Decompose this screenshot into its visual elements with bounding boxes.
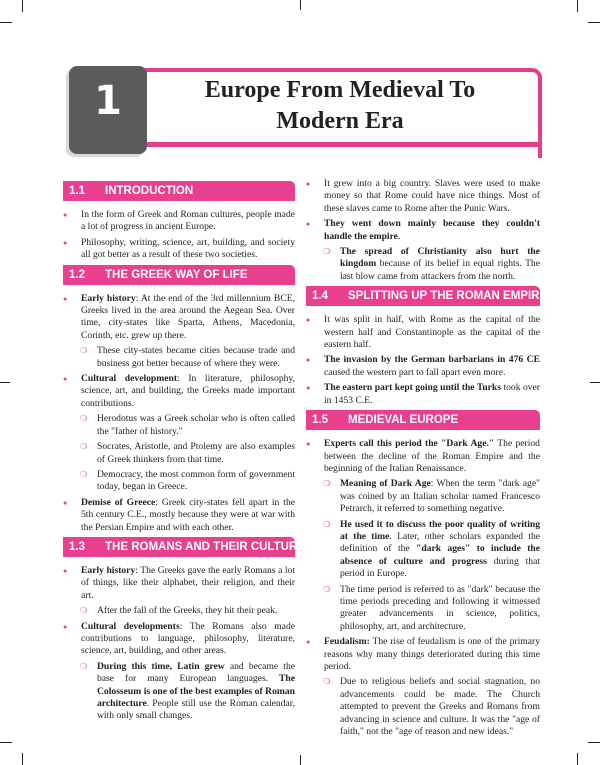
bullet-item — [306, 178, 540, 215]
sub-bullet-lead: The spread of Christianity also hurt the kingdom — [340, 246, 540, 270]
bullet-item — [306, 218, 540, 243]
sub-bullet-item — [63, 605, 295, 617]
sub-bullet-text: These city-states became cities because trade and business got better because of where they were. — [97, 345, 295, 369]
section-title: MEDIEVAL EUROPE — [348, 414, 459, 427]
crop-mark — [577, 0, 578, 12]
bullet-lead: The eastern part kept going until the Turks — [324, 382, 502, 394]
chapter-number: 1 — [94, 78, 122, 124]
sub-bullet-lead: During this time, Latin grew — [97, 660, 225, 672]
crop-mark — [588, 22, 600, 23]
sub-bullet-text: . Later, other scholars expanded the definition of the — [340, 530, 541, 555]
bullet-text: : The Greeks gave the early Romans a lot of things, like their alphabet, their religion, and their art. — [81, 564, 295, 601]
crop-mark — [577, 753, 578, 765]
sub-bullet-item — [63, 469, 295, 494]
bullet-lead: Cultural developments — [81, 620, 180, 632]
bullet-lead: Feudalism: — [324, 636, 370, 648]
sub-bullet-text: Socrates, Aristotle, and Ptolemy are also examples of Greek thinkers from that time. — [97, 441, 295, 465]
bullet-lead: They went down mainly because they couldn't handle the empire — [324, 218, 540, 242]
bullet-lead: Cultural development — [81, 373, 178, 385]
sub-bullet-item — [63, 413, 295, 438]
bullet-text: The period between the decline of the Roman Empire and the beginning of the Italian Renaissance. — [324, 438, 540, 474]
sub-bullet-item — [63, 441, 295, 466]
bullet-list — [63, 293, 295, 534]
sub-bullet-lead: Meaning of Dark Age — [340, 478, 431, 490]
sub-bullet-text: . People still use the Roman calendar, with only small changes. — [97, 698, 295, 722]
bullet-text: took over in 1453 C.E. — [324, 382, 540, 406]
section-heading-greek — [63, 265, 295, 285]
bullet-item — [306, 382, 540, 407]
bullet-text: In the form of Greek and Roman cultures, people made a lot of progress in ancient Europe. — [81, 209, 295, 233]
sub-bullet-item — [306, 478, 540, 515]
sub-bullet-item — [306, 246, 540, 283]
sub-bullet-text: : When the term "dark age" was coined by an Italian scholar named Francesco Petrarch, it referred to something negative. — [340, 478, 540, 515]
sub-bullet-item — [306, 676, 540, 738]
chapter-title-line2: Modern Era — [276, 108, 404, 134]
section-heading-introduction — [63, 181, 295, 201]
crop-mark — [0, 382, 10, 383]
crop-mark — [300, 755, 301, 765]
bullet-item — [63, 209, 295, 234]
bullet-item — [306, 636, 540, 673]
bullet-text: . — [397, 230, 401, 242]
bullet-lead: Experts call this period the "Dark Age." — [324, 438, 495, 450]
crop-mark — [22, 0, 23, 12]
bullet-lead: Early history — [81, 292, 136, 304]
sub-bullet-item — [306, 584, 540, 634]
crop-mark — [588, 742, 600, 743]
sub-bullet-text: Due to religious beliefs and social stagnation, no advancements could be made. The Church attempted to prevent the Greeks and Romans from advancing in science and culture. It was the "age of faith," not the "age of reason and new ideas." — [340, 676, 540, 738]
bullet-lead: Demise of Greece — [81, 496, 156, 508]
sub-bullet-text: and became the base for many European languages. — [97, 660, 296, 685]
bullet-text: : At the end of the 3rd millennium BCE, Greeks lived in the area around the Aegean Sea. Over time, city-states like Sparta, Athens, Macedonia, Corinth, etc. grew up there. — [81, 292, 295, 341]
chapter-title — [160, 75, 520, 137]
sub-bullet-lead: "dark ages" to include the absence of culture and progress — [340, 543, 540, 567]
section-title: THE GREEK WAY OF LIFE — [105, 268, 248, 281]
sub-bullet-item — [306, 519, 540, 581]
bullet-text: : Greek city-states fell apart in the 5th century C.E., mostly because they were at war with the Persian Empire and with each other. — [81, 496, 295, 533]
section-heading-medieval — [306, 410, 540, 430]
bullet-item — [63, 373, 295, 410]
sub-bullet-text: because of its belief in equal rights. The last blow came from attackers from the north. — [340, 258, 540, 282]
section-number: 1.2 — [69, 268, 85, 281]
bullet-list — [306, 314, 540, 407]
crop-mark — [0, 742, 12, 743]
crop-mark — [22, 753, 23, 765]
right-column — [306, 178, 548, 741]
title-underline — [146, 142, 542, 147]
chapter-number-box — [69, 66, 147, 154]
bullet-item — [63, 237, 295, 262]
crop-mark — [300, 0, 301, 10]
bullet-list — [306, 438, 540, 738]
bullet-item — [306, 438, 540, 475]
left-column — [63, 178, 305, 726]
bullet-text: It was split in half, with Rome as the capital of the western half and Constantinople as the capital of the eastern half. — [324, 314, 540, 351]
bullet-text: It grew into a big country. Slaves were used to make money so that Rome could have nice things. Most of these slaves came to Rome after the Punic Wars. — [324, 178, 540, 214]
sub-bullet-lead: He used it to discuss the poor quality of writing at the time — [340, 518, 540, 542]
section-heading-splitting — [306, 286, 548, 306]
section-heading-romans — [63, 537, 305, 557]
sub-bullet-text: Herodotus was a Greek scholar who is often called the "father of history." — [97, 413, 295, 437]
bullet-item — [306, 354, 540, 379]
bullet-list — [63, 565, 295, 723]
section-number: 1.4 — [312, 290, 328, 303]
bullet-list — [63, 209, 295, 262]
sub-bullet-text: during that period in Europe. — [340, 555, 540, 580]
sub-bullet-item — [63, 345, 295, 370]
sub-bullet-text: After the fall of the Greeks, they hit their peak. — [97, 605, 278, 617]
sub-bullet-lead: The Colosseum is one of the best examples of Roman architecture — [97, 673, 295, 709]
bullet-lead: Early history — [81, 564, 136, 576]
bullet-item — [63, 565, 295, 602]
bullet-list — [306, 178, 540, 283]
chapter-title-line1: Europe From Medieval To — [204, 77, 476, 103]
section-number: 1.3 — [69, 540, 85, 553]
bullet-text: : In literature, philosophy, science, art, and building, the Greeks made important contributions. — [81, 373, 295, 409]
bullet-item — [63, 497, 295, 534]
section-number: 1.1 — [69, 185, 85, 197]
crop-mark — [0, 22, 12, 23]
bullet-text: : The Romans also made contributions to language, philosophy, literature, science, art, building, and other areas. — [81, 620, 295, 657]
sub-bullet-text: The time period is referred to as "dark" because the time periods preceding and following it witnessed greater advancements in science, politics, philosophy, art, and architecture. — [340, 583, 540, 632]
section-number: 1.5 — [312, 414, 328, 427]
bullet-text: caused the western part to fall apart even more. — [324, 366, 506, 378]
bullet-item — [63, 293, 295, 343]
section-title: INTRODUCTION — [105, 185, 194, 197]
sub-bullet-text: Democracy, the most common form of government today, began in Greece. — [97, 468, 295, 493]
sub-bullet-item — [63, 661, 295, 723]
section-title: THE ROMANS AND THEIR CULTURE — [105, 540, 305, 553]
bullet-text: The rise of feudalism is one of the primary reasons why many things deteriorated during this time period. — [324, 636, 540, 672]
crop-mark — [590, 382, 600, 383]
bullet-item — [306, 314, 540, 351]
bullet-text: Philosophy, writing, science, art, building, and society all got better as a result of these two societies. — [81, 236, 295, 261]
bullet-lead: The invasion by the German barbarians in 476 CE — [324, 354, 540, 366]
section-title: SPLITTING UP THE ROMAN EMPIRE — [348, 290, 548, 303]
bullet-item — [63, 621, 295, 658]
